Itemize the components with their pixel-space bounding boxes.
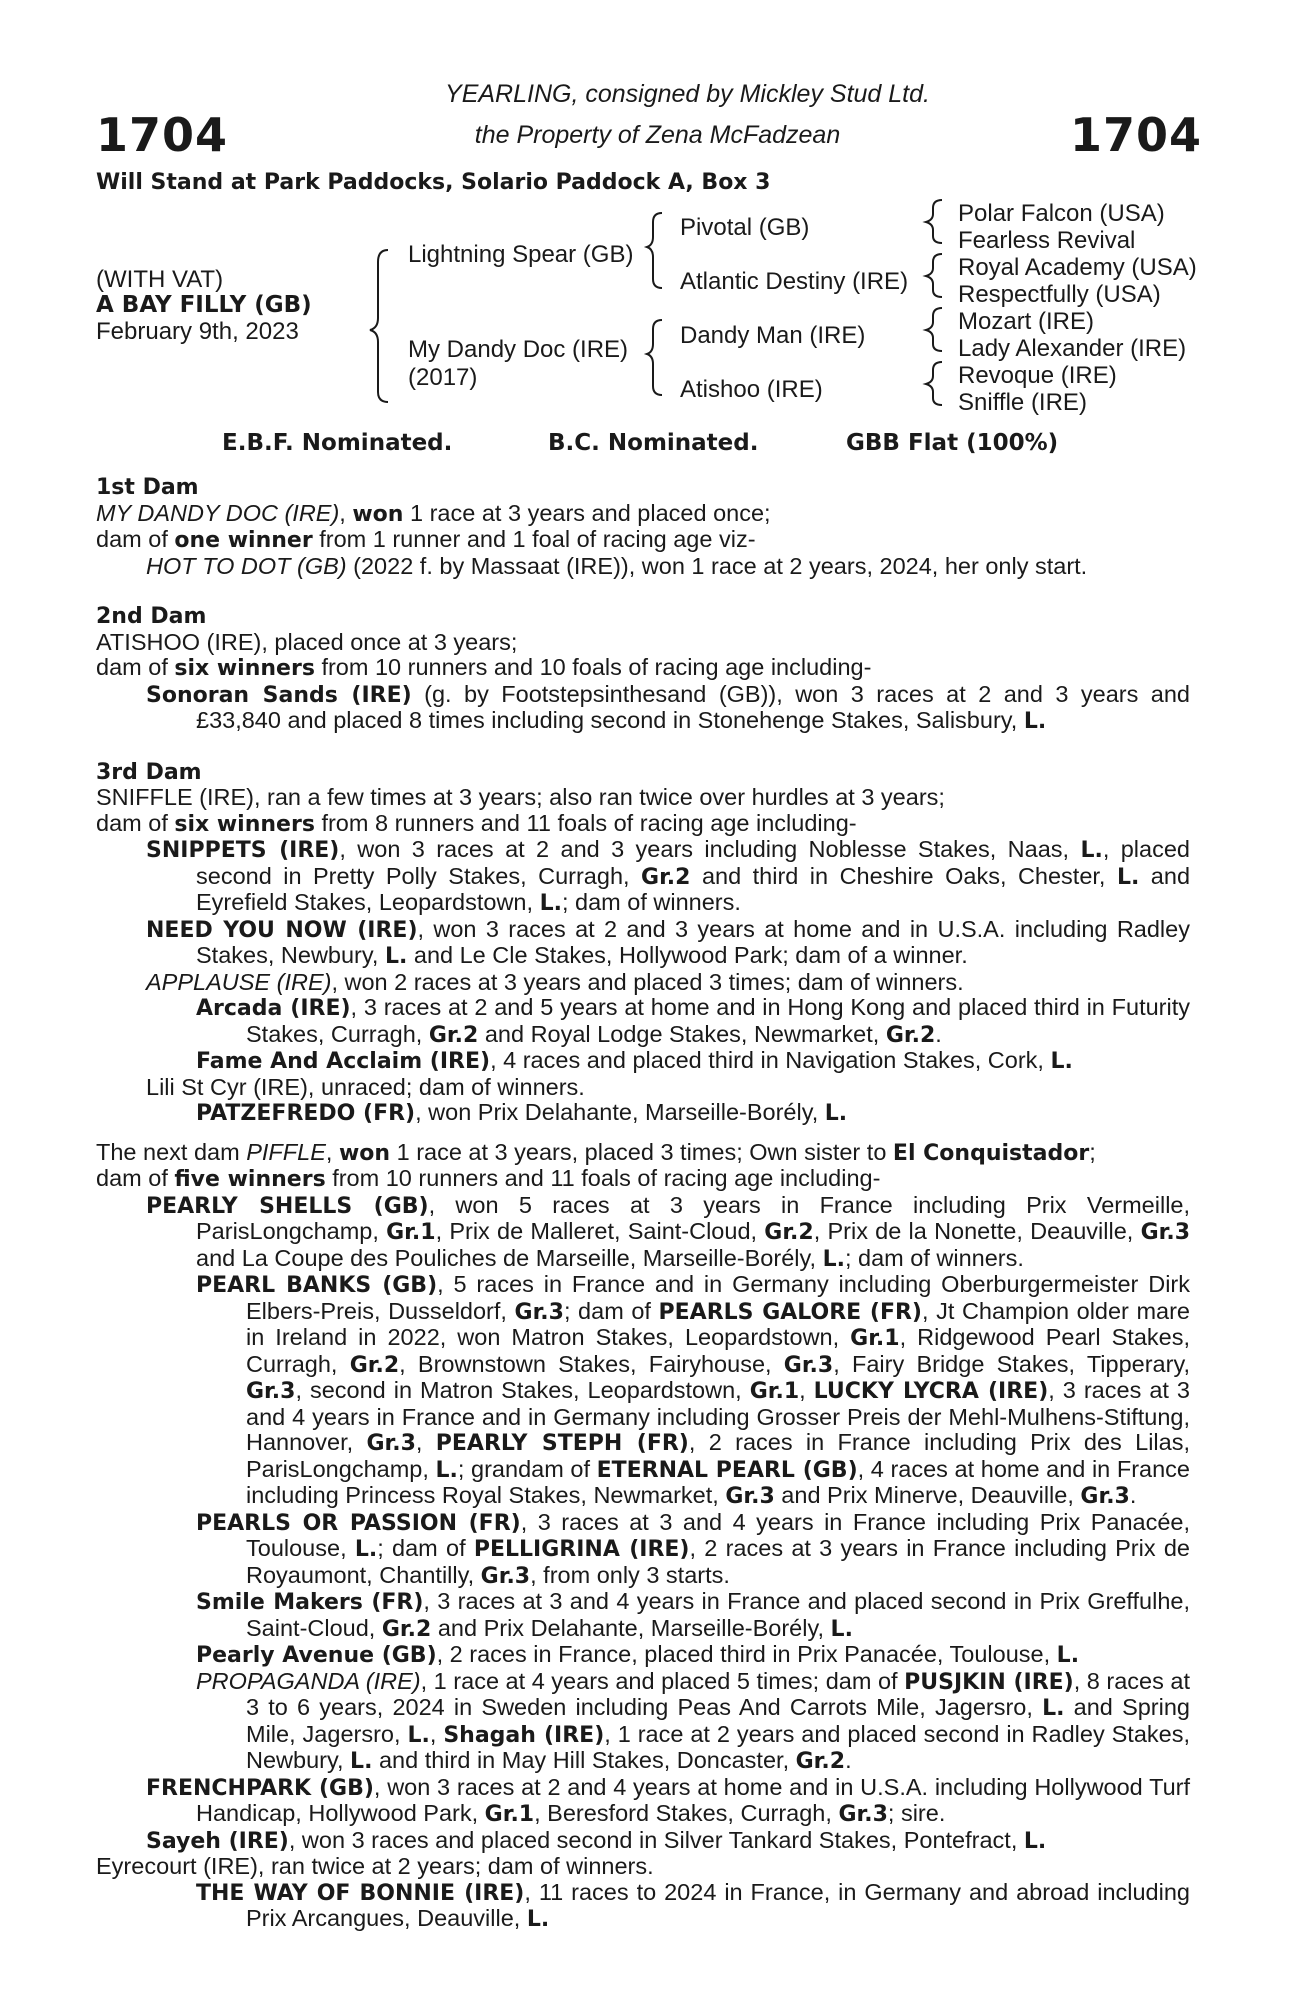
text-run: and Eyrefield Stakes, Leopardstown, [196, 862, 1191, 915]
text-run: Gr.1 [386, 1220, 436, 1245]
dam-sire: Dandy Man (IRE) [680, 322, 866, 349]
text-run: , Fairy Bridge Stakes, Tipperary, [833, 1350, 1190, 1377]
text-run: FRENCHPARK (GB) [146, 1775, 374, 1801]
progeny-entry [96, 1048, 1190, 1075]
text-run: PEARLY STEPH (FR) [435, 1431, 689, 1456]
dam-dam: Atishoo (IRE) [680, 376, 823, 403]
progeny-entry [96, 1642, 1190, 1669]
text-run: PEARLS GALORE (FR) [658, 1299, 922, 1325]
consignor-line: YEARLING, consigned by Mickley Stud Ltd. [445, 80, 930, 108]
dam-dam-dam: Sniffle (IRE) [958, 389, 1087, 416]
text-run: Gr.3 [838, 1802, 888, 1827]
text-run: Eyrecourt (IRE), ran twice at 2 years; dam of winners. [96, 1853, 654, 1879]
text-run: L. [824, 1101, 848, 1126]
text-run: L. [1023, 709, 1047, 734]
progeny-entry [96, 1775, 1190, 1828]
text-run: and Le Cle Stakes, Hollywood Park; dam of a winner. [407, 942, 968, 968]
text-run: and Prix Minerve, Deauville, [774, 1482, 1081, 1508]
text-run: L. [830, 1616, 853, 1642]
text-run: MY DANDY DOC (IRE) [96, 499, 340, 526]
text-run: dam of [96, 1165, 175, 1191]
text-run: . [1129, 1482, 1137, 1508]
text-run: ; dam of winners. [844, 1244, 1024, 1271]
text-run: Gr.2 [764, 1220, 814, 1245]
text-run: , 8 races at 3 to 6 years, 2024 in Sweden including Peas And Carrots Mile, Jagersro, [246, 1667, 1191, 1720]
text-run: five winners [174, 1167, 326, 1192]
text-run: ; grandam of [457, 1455, 597, 1482]
text-run: dam of [96, 809, 175, 836]
text-run: ; dam of [377, 1535, 474, 1561]
text-run: PUSJKIN (IRE) [904, 1669, 1074, 1695]
bc-nomination: B.C. Nominated. [548, 430, 759, 456]
rich-line [96, 785, 1190, 811]
text-run: Gr.3 [514, 1299, 564, 1325]
text-run: from 1 runner and 1 foal of racing age viz- [312, 526, 756, 552]
text-run: PATZEFREDO (FR) [196, 1101, 416, 1126]
progeny-entry [96, 1589, 1190, 1642]
section-heading: 3rd Dam [96, 759, 202, 785]
text-run: Gr.1 [749, 1379, 800, 1404]
progeny-entry [96, 995, 1190, 1048]
progeny-entry [96, 1100, 1190, 1127]
entry-list [96, 1193, 1190, 1933]
catalogue-body [96, 475, 1190, 1933]
text-run: Gr.3 [366, 1431, 416, 1456]
text-run: Pearly Avenue (GB) [196, 1643, 437, 1668]
text-run: , 2 races at 3 years in France including Prix de Royaumont, Chantilly, [246, 1535, 1190, 1588]
text-run: one winner [174, 528, 313, 553]
text-run: six winners [174, 811, 315, 837]
text-run: and Spring Mile, Jagersro, [246, 1694, 1190, 1747]
text-run: , 1 race at 4 years and placed 5 times; dam of [420, 1667, 905, 1694]
text-run: THE WAY OF BONNIE (IRE) [196, 1880, 525, 1906]
text-run: , 2 races in France, placed third in Prix Panacée, Toulouse, [436, 1641, 1057, 1667]
text-run: , from only 3 starts. [530, 1561, 730, 1588]
third-dam-section [96, 760, 1190, 1127]
text-run: , placed second in Pretty Polly Stakes, Curragh, [196, 836, 1190, 889]
text-run: L. [435, 1457, 458, 1483]
text-run: , won 3 races and placed second in Silver Tankard Stakes, Pontefract, [288, 1826, 1024, 1853]
text-run: won [352, 501, 404, 527]
text-run: , won 3 races at 2 and 3 years at home and in U.S.A. including Radley Stakes, Newbury, [196, 915, 1190, 968]
text-run: ATISHOO (IRE), placed once at 3 years; [96, 628, 518, 655]
text-run: El Conquistador [892, 1140, 1090, 1166]
text-run: Shagah (IRE) [443, 1722, 605, 1748]
text-run: , second in Matron Stakes, Leopardstown, [295, 1377, 750, 1403]
text-run: , 4 races and placed third in Navigation Stakes, Cork, [490, 1047, 1051, 1073]
text-run: APPLAUSE (IRE) [146, 968, 332, 995]
text-run: ; sire. [887, 1800, 946, 1826]
text-run: L. [350, 1749, 373, 1774]
text-run: and Prix Delahante, Marseille-Borély, [431, 1614, 831, 1641]
text-run: from 10 runners and 10 foals of racing age including- [314, 654, 872, 680]
text-run: , [339, 499, 353, 526]
text-run: L. [384, 944, 408, 969]
text-run: , won 5 races at 3 years in France including Prix Vermeille, ParisLongchamp, [196, 1191, 1191, 1244]
progeny-entry [96, 1854, 1190, 1880]
text-run: , 1 race at 2 years and placed second in Radley Stakes, Newbury, [246, 1720, 1190, 1773]
text-run: L. [526, 1907, 550, 1932]
text-run: Gr.1 [850, 1326, 900, 1351]
text-run: , [415, 1429, 436, 1455]
text-run: and Royal Lodge Stakes, Newmarket, [478, 1020, 886, 1047]
text-run: , [799, 1377, 814, 1403]
text-run: , won Prix Delahante, Marseille-Borély, [415, 1099, 825, 1125]
sire-dam-sire: Royal Academy (USA) [958, 254, 1197, 281]
text-run: , 3 races at 2 and 5 years at home and in Hong Kong and placed third in Futurity Stakes, Curragh, [246, 994, 1190, 1047]
text-run: PEARLS OR PASSION (FR) [196, 1510, 521, 1536]
second-dam-section [96, 604, 1190, 735]
entry-list [96, 837, 1190, 1127]
text-run: L. [1080, 838, 1103, 863]
text-run: SNIFFLE (IRE), ran a few times at 3 years; also ran twice over hurdles at 3 years; [96, 784, 945, 810]
text-run: PELLIGRINA (IRE) [473, 1537, 690, 1562]
text-run: , 5 races in France and in Germany including Oberburgermeister Dirk Elbers-Preis, Dusseldorf, [246, 1271, 1190, 1324]
text-run: Gr.3 [1080, 1484, 1130, 1509]
text-run: Gr.3 [783, 1352, 834, 1378]
rich-line [96, 554, 1190, 580]
dam-dam-sire: Revoque (IRE) [958, 362, 1117, 389]
text-run: , 3 races at 3 and 4 years in France including Prix Panacée, Toulouse, [246, 1508, 1191, 1561]
text-run: ; dam of [563, 1297, 659, 1324]
text-run: Gr.2 [349, 1352, 400, 1378]
text-run: Sayeh (IRE) [146, 1828, 289, 1854]
text-run: Gr.3 [1140, 1220, 1190, 1245]
text-run: (g. by Footstepsinthesand (GB)), won 3 races at 2 and 3 years and £33,840 and placed 8 times including second in Stonehenge Stakes, Salisbury, [196, 680, 1190, 733]
next-dam-section [96, 1140, 1190, 1933]
text-run: PIFFLE [246, 1138, 326, 1165]
text-run: Gr.2 [381, 1616, 432, 1642]
text-run: LUCKY LYCRA (IRE) [813, 1379, 1049, 1404]
text-run: , Brownstown Stakes, Fairyhouse, [399, 1350, 784, 1377]
progeny-entry [96, 1880, 1190, 1933]
gbb-bonus: GBB Flat (100%) [846, 430, 1059, 456]
text-run: Gr.2 [428, 1022, 479, 1048]
rich-line [96, 655, 1190, 682]
text-run: Gr.2 [885, 1022, 936, 1048]
text-run: 1 race at 3 years and placed once; [403, 499, 771, 526]
text-run: , 11 races to 2024 in France, in Germany and abroad including Prix Arcangues, Deauville, [246, 1878, 1190, 1931]
text-run: . [845, 1747, 852, 1773]
progeny-entry [96, 917, 1190, 970]
text-run: L. [354, 1537, 378, 1562]
text-run: Smile Makers (FR) [196, 1590, 424, 1615]
progeny-entry [96, 970, 1190, 996]
rich-line [96, 501, 1190, 528]
text-run: ; [1089, 1138, 1096, 1165]
text-run: Gr.2 [795, 1749, 846, 1774]
text-run: NEED YOU NOW (IRE) [146, 917, 418, 943]
text-run: and La Coupe des Pouliches de Marseille, Marseille-Borély, [196, 1244, 823, 1271]
rich-line [96, 682, 1190, 735]
text-run: from 8 runners and 11 foals of racing age including- [314, 809, 857, 836]
text-run: , 2 races in France including Prix des Lilas, ParisLongchamp, [246, 1429, 1191, 1482]
dam-sire-dam: Lady Alexander (IRE) [958, 335, 1187, 362]
text-run: , [429, 1720, 444, 1747]
lot-number-right: 1704 [1069, 108, 1202, 162]
progeny-entry [96, 1272, 1190, 1510]
ebf-nomination: E.B.F. Nominated. [222, 430, 453, 456]
dam-year: (2017) [408, 364, 478, 391]
first-dam-section [96, 475, 1190, 579]
text-run: ; dam of winners. [561, 889, 741, 915]
horse-name: A BAY FILLY (GB) [96, 292, 312, 318]
lot-number-left: 1704 [96, 108, 229, 162]
progeny-entry [96, 1669, 1190, 1775]
text-run: Gr.3 [246, 1379, 296, 1404]
text-run: 1 race at 3 years, placed 3 times; Own sister to [390, 1138, 893, 1165]
text-run: , won 3 races at 2 and 4 years at home and in U.S.A. including Hollywood Turf Handicap, Hollywood Park, [196, 1773, 1190, 1826]
rich-line [96, 527, 1190, 554]
text-run: , Ridgewood Pearl Stakes, Curragh, [246, 1324, 1190, 1377]
text-run: , 4 races at home and in France including Princess Royal Stakes, Newmarket, [246, 1455, 1191, 1508]
text-run: , 3 races at 3 and 4 years in France and in Germany including Grosser Preis der Mehl-Mulhens-Stiftung, Hannover, [246, 1377, 1190, 1455]
text-run: Gr.3 [725, 1484, 775, 1509]
text-run: Fame And Acclaim (IRE) [196, 1049, 491, 1074]
sire-sire-sire: Polar Falcon (USA) [958, 200, 1165, 227]
text-run: L. [1056, 1643, 1080, 1668]
text-run: , 3 races at 3 and 4 years in France and placed second in Prix Greffulhe, Saint-Cloud, [246, 1588, 1191, 1641]
text-run: SNIPPETS (IRE) [146, 838, 340, 863]
rich-line [96, 811, 1190, 838]
text-run: won [338, 1140, 391, 1166]
text-run: L. [407, 1722, 430, 1748]
text-run: dam of [96, 526, 175, 552]
progeny-entry [96, 1828, 1190, 1855]
text-run: L. [1023, 1828, 1047, 1854]
text-run: six winners [174, 656, 315, 681]
text-run: , Jt Champion older mare in Ireland in 2022, won Matron Stakes, Leopardstown, [246, 1297, 1190, 1350]
text-run: , Beresford Stakes, Curragh, [534, 1800, 839, 1826]
progeny-entry [96, 1510, 1190, 1590]
text-run: Gr.1 [484, 1802, 535, 1827]
text-run: L. [822, 1246, 845, 1272]
text-run: dam of [96, 654, 175, 680]
dam-sire-sire: Mozart (IRE) [958, 308, 1095, 335]
sire-dam-dam: Respectfully (USA) [958, 281, 1161, 308]
text-run: Lili St Cyr (IRE), unraced; dam of winners. [146, 1073, 585, 1100]
dam: My Dandy Doc (IRE) [408, 336, 629, 363]
text-run: PEARLY SHELLS (GB) [146, 1193, 429, 1219]
text-run: Sonoran Sands (IRE) [146, 682, 412, 708]
text-run: ETERNAL PEARL (GB) [596, 1457, 858, 1483]
progeny-entry [96, 837, 1190, 917]
text-run: , won 2 races at 3 years and placed 3 times; dam of winners. [331, 968, 964, 995]
rich-line [96, 1140, 1190, 1167]
foaling-date: February 9th, 2023 [96, 318, 299, 345]
sire: Lightning Spear (GB) [408, 241, 634, 268]
sire-sire-dam: Fearless Revival [958, 227, 1136, 254]
section-heading: 2nd Dam [96, 604, 207, 629]
progeny-entry [96, 1193, 1190, 1273]
text-run: PEARL BANKS (GB) [196, 1273, 438, 1298]
text-run: , won 3 races at 2 and 3 years including Noblesse Stakes, Naas, [339, 836, 1081, 862]
text-run: from 10 runners and 11 foals of racing age including- [325, 1165, 881, 1191]
text-run: L. [539, 891, 562, 916]
text-run: and third in May Hill Stakes, Doncaster, [372, 1747, 796, 1773]
vat-label: (WITH VAT) [96, 266, 224, 293]
rich-line [96, 630, 1190, 656]
text-run: HOT TO DOT (GB) [146, 552, 347, 579]
sire-dam: Atlantic Destiny (IRE) [680, 268, 909, 295]
text-run: , Prix de la Nonette, Deauville, [813, 1218, 1141, 1244]
text-run: L. [1042, 1696, 1065, 1721]
text-run: . [935, 1020, 942, 1047]
text-run: PROPAGANDA (IRE) [196, 1667, 421, 1694]
text-run: Arcada (IRE) [196, 996, 351, 1021]
progeny-entry [96, 1075, 1190, 1101]
sire-sire: Pivotal (GB) [680, 214, 810, 241]
text-run: Gr.2 [641, 864, 691, 890]
text-run: and third in Cheshire Oaks, Chester, [690, 862, 1117, 889]
text-run: , Prix de Malleret, Saint-Cloud, [435, 1218, 765, 1244]
text-run: L. [1116, 864, 1140, 890]
stand-location: Will Stand at Park Paddocks, Solario Paddock A, Box 3 [96, 170, 771, 195]
text-run: (2022 f. by Massaat (IRE)), won 1 race at 2 years, 2024, her only start. [346, 552, 1088, 579]
property-line: the Property of Zena McFadzean [474, 121, 841, 149]
rich-line [96, 1166, 1190, 1193]
text-run: Gr.3 [480, 1563, 531, 1589]
text-run: The next dam [96, 1138, 247, 1165]
text-run: L. [1050, 1049, 1073, 1074]
section-heading: 1st Dam [96, 475, 199, 500]
text-run: , [325, 1138, 339, 1165]
